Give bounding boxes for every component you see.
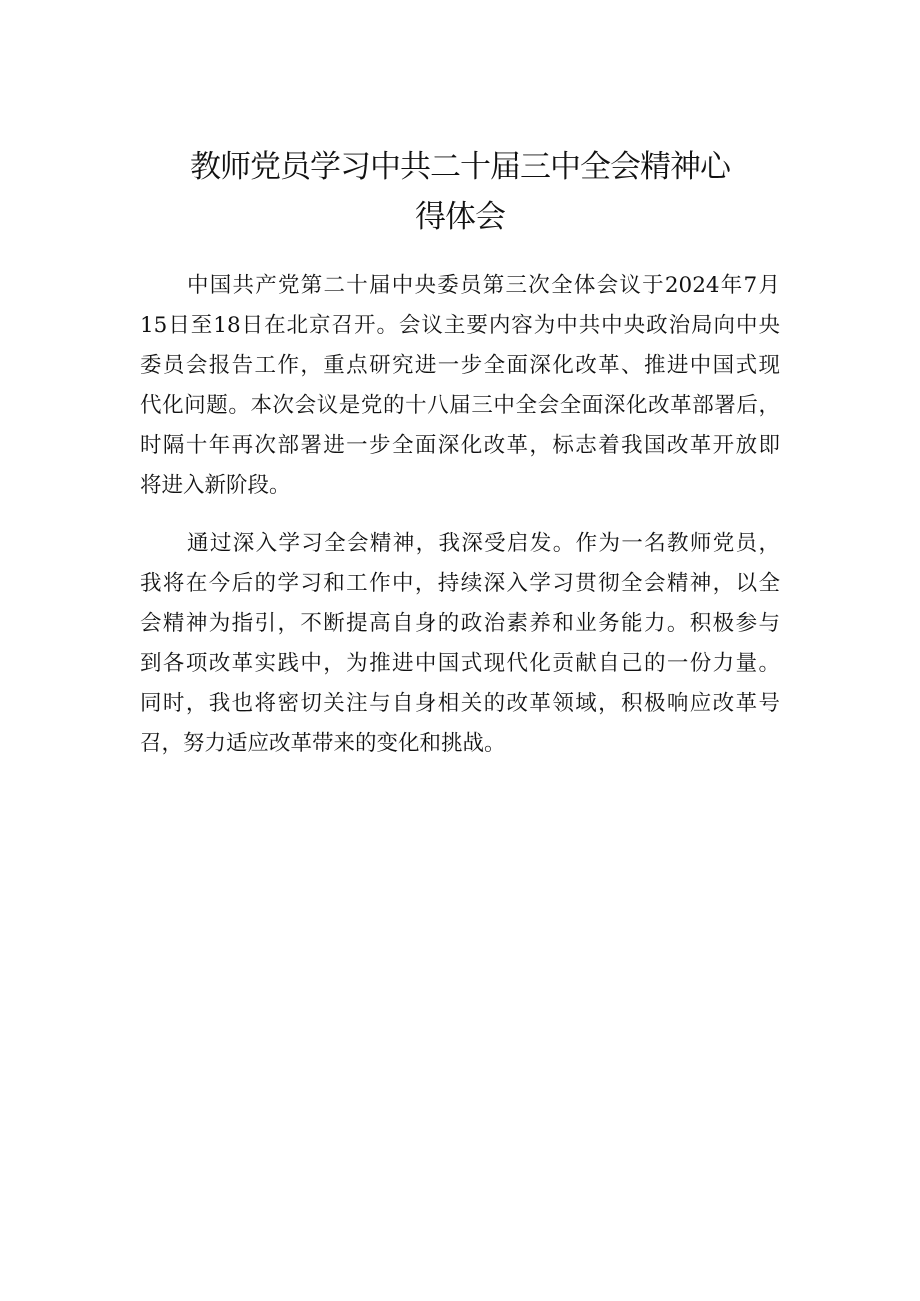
title-line-2: 得体会	[415, 199, 505, 235]
paragraph-line: 到各项改革实践中，为推进中国式现代化贡献自己的一份力量。	[140, 651, 780, 676]
paragraph-1	[140, 266, 780, 506]
paragraph-line: 时隔十年再次部署进一步全面深化改革，标志着我国改革开放即	[140, 433, 780, 458]
document-body	[140, 266, 780, 782]
paragraph-line: 同时，我也将密切关注与自身相关的改革领域，积极响应改革号	[140, 691, 780, 716]
paragraph-2	[140, 524, 780, 764]
paragraph-line: 通过深入学习全会精神，我深受启发。作为一名教师党员，	[187, 531, 780, 556]
paragraph-line: 召，努力适应改革带来的变化和挑战。	[140, 731, 506, 756]
document-title	[140, 142, 780, 242]
paragraph-line: 15日至18日在北京召开。会议主要内容为中共中央政治局向中央	[140, 313, 780, 338]
paragraph-line: 我将在今后的学习和工作中，持续深入学习贯彻全会精神，以全	[140, 571, 780, 596]
paragraph-line: 将进入新阶段。	[140, 473, 291, 498]
paragraph-line: 代化问题。本次会议是党的十八届三中全会全面深化改革部署后，	[140, 393, 780, 418]
title-line-1: 教师党员学习中共二十届三中全会精神心	[190, 149, 730, 185]
paragraph-line: 会精神为指引，不断提高自身的政治素养和业务能力。积极参与	[140, 611, 780, 636]
paragraph-line: 中国共产党第二十届中央委员第三次全体会议于2024年7月	[187, 273, 780, 298]
paragraph-line: 委员会报告工作，重点研究进一步全面深化改革、推进中国式现	[140, 353, 780, 378]
